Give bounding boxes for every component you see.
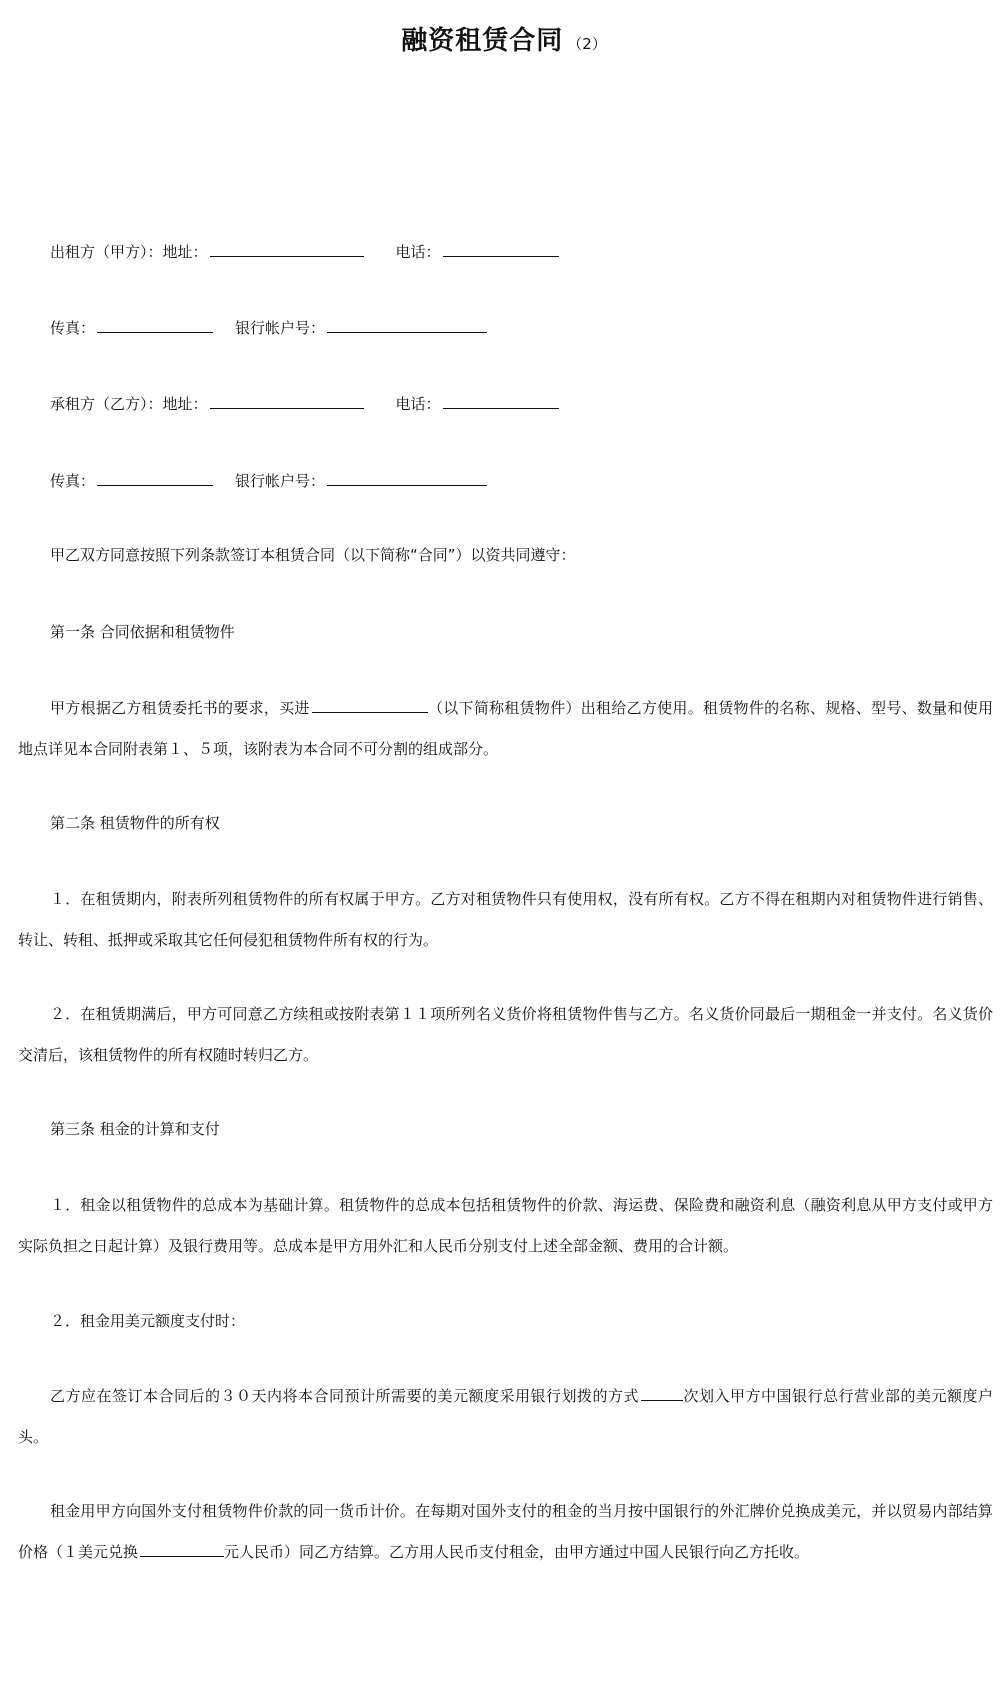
article-3-clause-4-text-a: 租金用甲方向国外支付租赁物件价款的同一货币计价。在每期对国外支付的租金的当月按中国银行的外汇牌价兑换成美元，并以贸易内部结算价格（１美元兑换 <box>18 1502 993 1561</box>
article-1-text-a: 甲方根据乙方租赁委托书的要求，买进 <box>50 699 310 717</box>
article-3-clause-3-text-a: 乙方应在签订本合同后的３０天内将本合同预计所需要的美元额度采用银行划拨的方式 <box>50 1387 639 1405</box>
article-1-heading: 第一条 合同依据和租赁物件 <box>50 623 235 641</box>
party-a-phone-label: 电话： <box>395 243 441 261</box>
party-b-fax-label: 传真： <box>50 472 96 490</box>
article-3-clause-4 <box>18 1491 993 1573</box>
party-b-address-blank <box>210 392 364 409</box>
party-a-bank-label: 银行帐户号： <box>235 319 326 337</box>
article-3-clause-4-text-b: 元人民币）同乙方结算。乙方用人民币支付租金，由甲方通过中国人民银行向乙方托收。 <box>224 1543 810 1561</box>
party-b-address-label: 承租方（乙方）：地址： <box>50 395 208 413</box>
party-b-bank-blank <box>327 469 487 486</box>
intro-text: 甲乙双方同意按照下列条款签订本租赁合同（以下简称“合同”）以资共同遵守： <box>50 546 576 564</box>
article-1-text-b: （以下简称租赁物件）出租给乙方使用。租赁物件的名称、规格、型号、数量和使用地点详见本合同附表第１、５项，该附表为本合同不可分割的组成部分。 <box>18 699 993 758</box>
article-3-clause-1: １．租金以租赁物件的总成本为基础计算。租赁物件的总成本包括租赁物件的价款、海运费、保险费和融资利息（融资利息从甲方支付或甲方实际负担之日起计算）及银行费用等。总成本是甲方用外汇和人民币分别支付上述全部金额、费用的合计额。 <box>18 1196 993 1255</box>
party-a-phone-blank <box>443 240 559 257</box>
party-b-fax-line <box>50 469 487 491</box>
party-a-bank-blank <box>327 316 487 333</box>
article-3-heading: 第三条 租金的计算和支付 <box>50 1120 220 1138</box>
party-a-fax-blank <box>97 316 213 333</box>
article-3-installments-blank <box>641 1384 683 1401</box>
party-b-phone-label: 电话： <box>395 395 441 413</box>
article-3-clause-3 <box>18 1376 993 1458</box>
party-a-address-blank <box>210 240 364 257</box>
party-b-fax-blank <box>97 469 213 486</box>
party-a-address-line <box>50 240 559 262</box>
party-b-address-line <box>50 392 559 414</box>
document-title-suffix: （2） <box>567 35 607 53</box>
article-2-heading: 第二条 租赁物件的所有权 <box>50 814 220 832</box>
document-title: 融资租赁合同 <box>401 26 564 56</box>
party-a-fax-label: 传真： <box>50 319 96 337</box>
party-a-address-label: 出租方（甲方）：地址： <box>50 243 208 261</box>
party-a-fax-line <box>50 316 487 338</box>
article-1-item-blank <box>312 696 428 713</box>
party-b-phone-blank <box>443 392 559 409</box>
article-3-clause-2: ２．租金用美元额度支付时： <box>50 1312 246 1330</box>
article-3-clause-3-text-b: 次划入甲方中国银行总行营业部的美元额度户头。 <box>18 1387 993 1446</box>
article-2-clause-2: ２．在租赁期满后，甲方可同意乙方续租或按附表第１１项所列名义货价将租赁物件售与乙方。名义货价同最后一期租金一并支付。名义货价交清后，该租赁物件的所有权随时转归乙方。 <box>18 1005 993 1064</box>
article-2-clause-1: １．在租赁期内，附表所列租赁物件的所有权属于甲方。乙方对租赁物件只有使用权，没有所有权。乙方不得在租期内对租赁物件进行销售、转让、转租、抵押或采取其它任何侵犯租赁物件所有权的行为。 <box>18 890 993 949</box>
party-b-bank-label: 银行帐户号： <box>235 472 326 490</box>
article-1-paragraph <box>18 688 993 770</box>
document-title-row <box>0 20 1008 57</box>
article-3-exchange-rate-blank <box>140 1540 224 1557</box>
